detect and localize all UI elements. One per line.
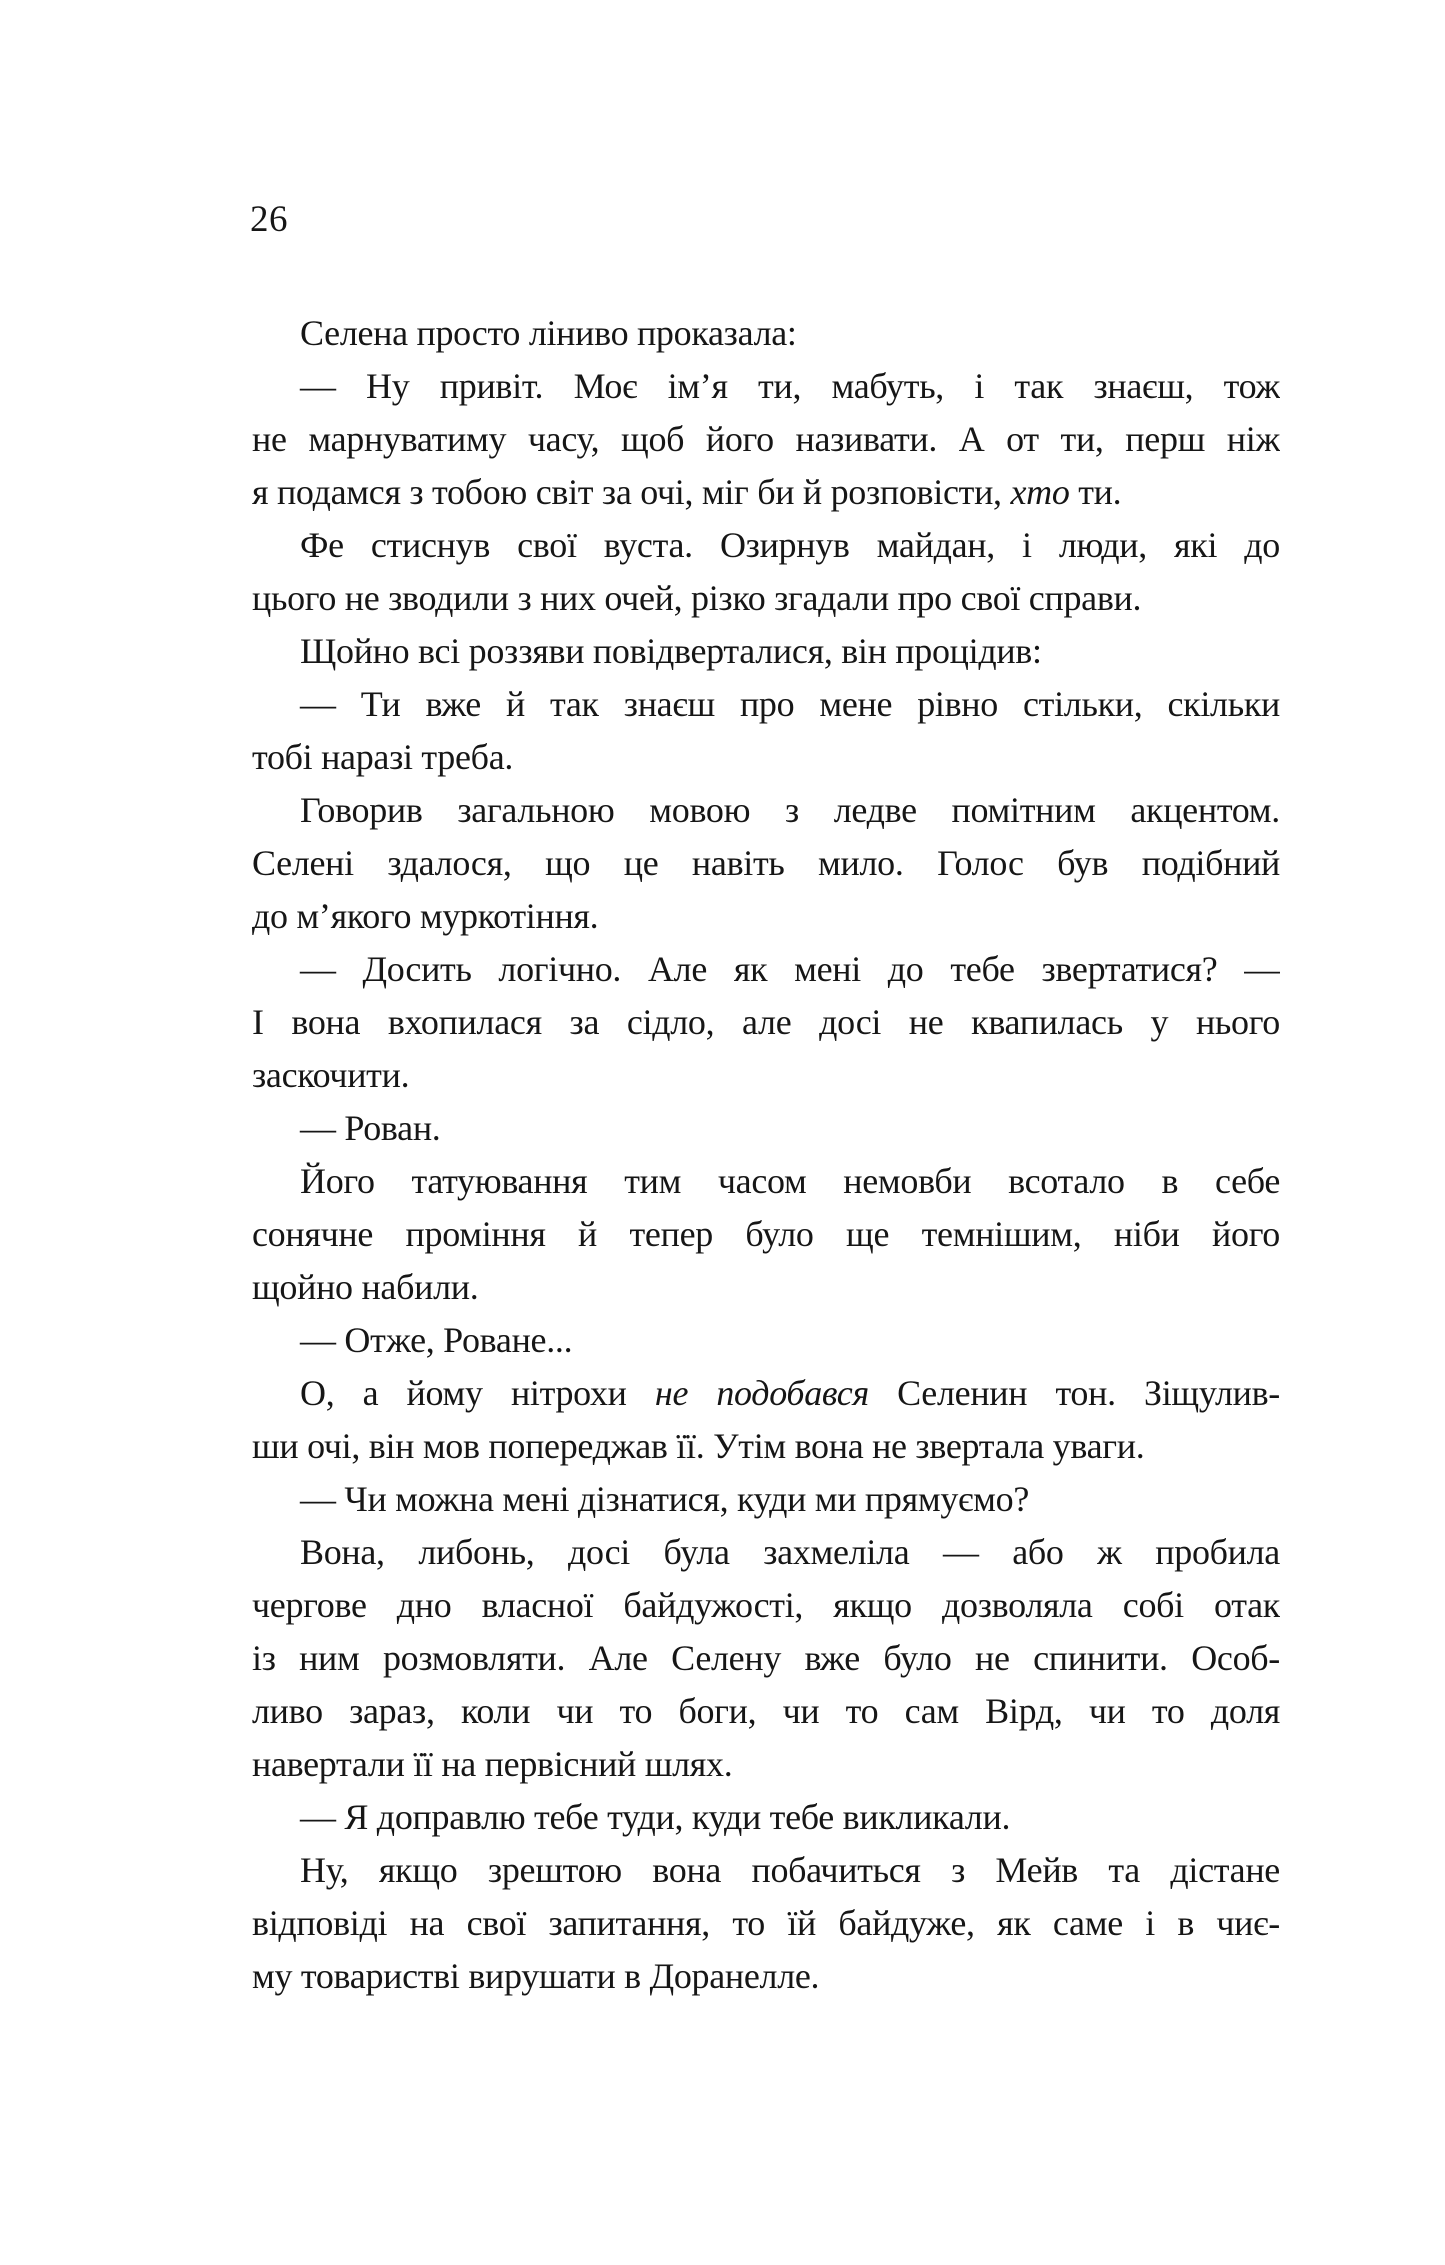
text-segment: цього не зводили з них очей, різко згадали про свої справи. xyxy=(252,578,1142,618)
text-segment: я подамся з тобою світ за очі, міг би й розповісти, xyxy=(252,472,1011,512)
text-segment: Фе стиснув свої вуста. Озирнув майдан, і люди, які до xyxy=(300,525,1280,565)
text-line xyxy=(252,572,1280,625)
text-line xyxy=(252,1473,1280,1526)
text-line xyxy=(252,1897,1280,1950)
italic-text: не подобався xyxy=(654,1373,869,1413)
text-line xyxy=(252,1685,1280,1738)
text-line xyxy=(252,943,1280,996)
text-line xyxy=(252,837,1280,890)
text-segment: І вона вхопилася за сідло, але досі не квапилась у нього xyxy=(252,1002,1280,1042)
text-line xyxy=(252,307,1280,360)
text-line xyxy=(252,1420,1280,1473)
text-segment: — Чи можна мені дізнатися, куди ми прямуємо? xyxy=(300,1479,1030,1519)
text-segment: сонячне проміння й тепер було ще темнішим, ніби його xyxy=(252,1214,1280,1254)
text-line xyxy=(252,1261,1280,1314)
text-segment: Щойно всі роззяви повідверталися, він процідив: xyxy=(300,631,1042,671)
text-segment: чергове дно власної байдужості, якщо дозволяла собі отак xyxy=(252,1585,1280,1625)
text-line xyxy=(252,731,1280,784)
text-segment: О, а йому нітрохи xyxy=(300,1373,655,1413)
text-segment: заскочити. xyxy=(252,1055,410,1095)
text-segment: Ну, якщо зрештою вона побачиться з Мейв та дістане xyxy=(300,1850,1280,1890)
text-line xyxy=(252,1526,1280,1579)
text-line xyxy=(252,1102,1280,1155)
text-segment: — Ти вже й так знаєш про мене рівно стільки, скільки xyxy=(300,684,1280,724)
text-segment: — Ну привіт. Моє ім’я ти, мабуть, і так знаєш, тож xyxy=(300,366,1280,406)
text-segment: не марнуватиму часу, щоб його називати. А от ти, перш ніж xyxy=(252,419,1280,459)
text-line xyxy=(252,413,1280,466)
italic-text: хто xyxy=(1010,472,1070,512)
text-segment: відповіді на свої запитання, то їй байдуже, як саме і в чиє- xyxy=(252,1903,1280,1943)
text-segment: ши очі, він мов попереджав її. Утім вона не звертала уваги. xyxy=(252,1426,1145,1466)
text-segment: навертали її на первісний шлях. xyxy=(252,1744,733,1784)
text-segment: Вона, либонь, досі була захмеліла — або ж пробила xyxy=(300,1532,1280,1572)
text-segment: — Я доправлю тебе туди, куди тебе викликали. xyxy=(300,1797,1011,1837)
text-segment: му товариствi вирушати в Доранелле. xyxy=(252,1956,820,1996)
text-segment: Говорив загальною мовою з ледве помітним акцентом. xyxy=(300,790,1280,830)
text-segment: Його татуювання тим часом немовби всотало в себе xyxy=(300,1161,1280,1201)
text-line xyxy=(252,1314,1280,1367)
text-segment: із ним розмовляти. Але Селену вже було не спинити. Особ- xyxy=(252,1638,1280,1678)
text-segment: — Отже, Роване... xyxy=(300,1320,573,1360)
text-segment: щойно набили. xyxy=(252,1267,479,1307)
text-line xyxy=(252,1579,1280,1632)
text-line xyxy=(252,784,1280,837)
text-segment: Селена просто ліниво проказала: xyxy=(300,313,797,353)
text-segment: ливо зараз, коли чи то боги, чи то сам Вірд, чи то доля xyxy=(252,1691,1280,1731)
text-segment: — Рован. xyxy=(300,1108,441,1148)
text-segment: — Досить логічно. Але як мені до тебе звертатися? — xyxy=(300,949,1280,989)
text-line xyxy=(252,1367,1280,1420)
text-segment: Селені здалося, що це навіть мило. Голос був подібний xyxy=(252,843,1280,883)
text-line xyxy=(252,1208,1280,1261)
text-line xyxy=(252,1155,1280,1208)
text-line xyxy=(252,1738,1280,1791)
text-line xyxy=(252,466,1280,519)
text-line xyxy=(252,678,1280,731)
body-text xyxy=(252,307,1280,2003)
text-segment: Селенин тон. Зіщулив- xyxy=(868,1373,1280,1413)
text-segment: до м’якого муркотіння. xyxy=(252,896,599,936)
text-line xyxy=(252,360,1280,413)
page-number: 26 xyxy=(250,199,288,240)
text-line xyxy=(252,890,1280,943)
text-line xyxy=(252,1844,1280,1897)
text-segment: ти. xyxy=(1069,472,1122,512)
text-line xyxy=(252,519,1280,572)
text-line xyxy=(252,1791,1280,1844)
text-line xyxy=(252,996,1280,1049)
text-line xyxy=(252,1049,1280,1102)
text-segment: тобі наразі треба. xyxy=(252,737,514,777)
text-line xyxy=(252,1632,1280,1685)
text-line xyxy=(252,1950,1280,2003)
text-line xyxy=(252,625,1280,678)
